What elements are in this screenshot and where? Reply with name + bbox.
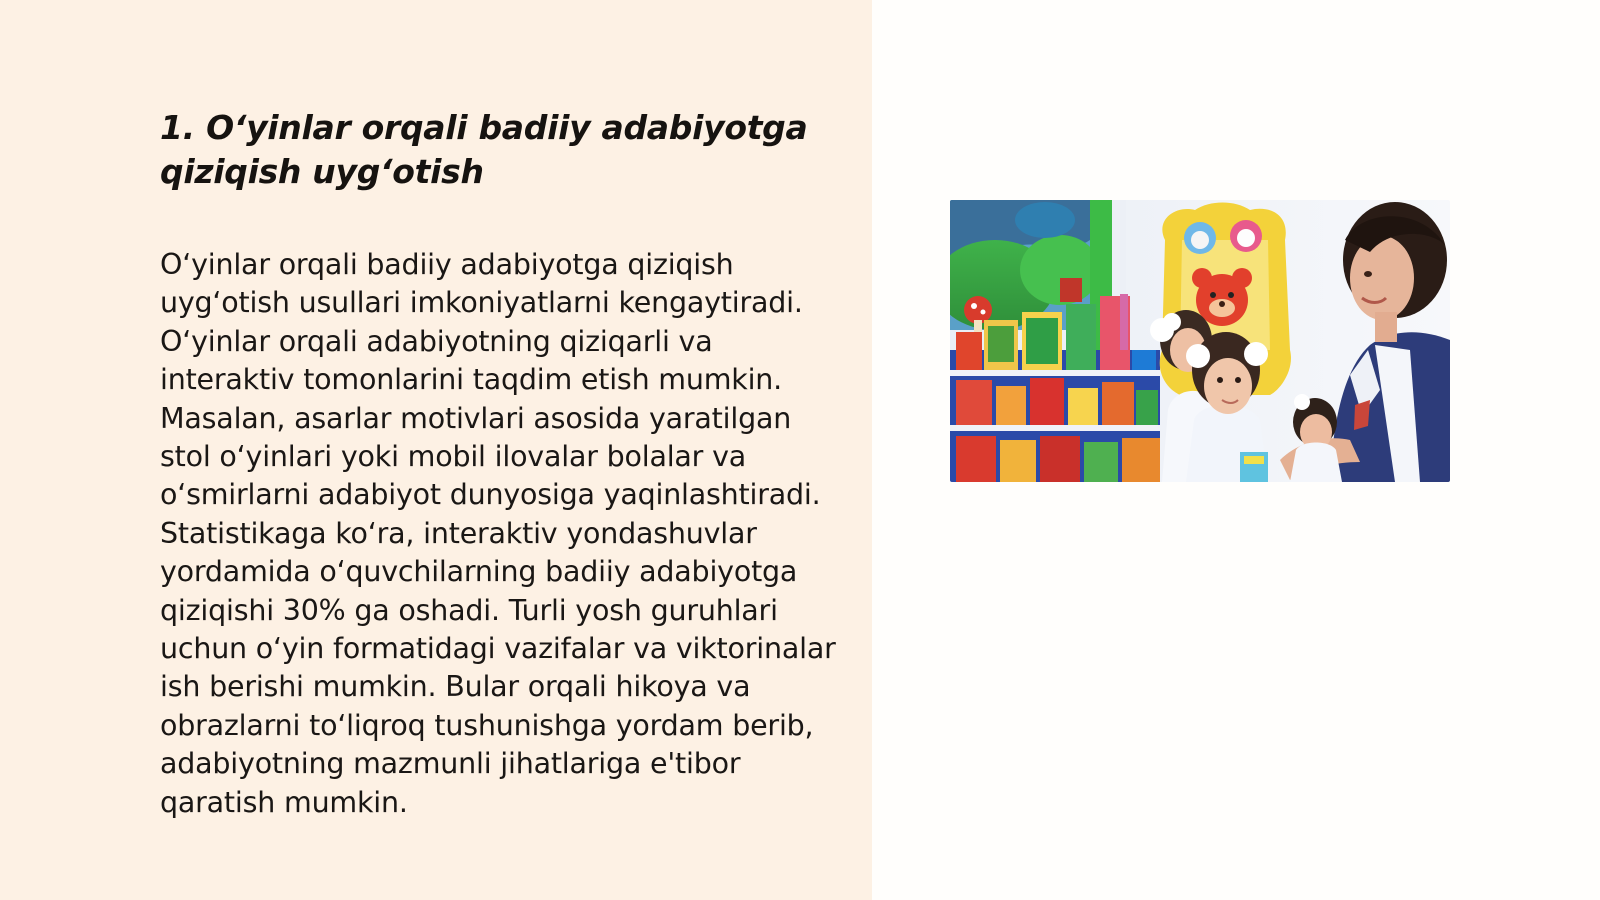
classroom-photo-illustration — [950, 200, 1450, 482]
slide-title: 1. O‘yinlar orqali badiiy adabiyotga qiziqish uyg‘otish — [160, 108, 808, 191]
classroom-photo — [950, 200, 1450, 482]
slide-body-text: O‘yinlar orqali badiiy adabiyotga qiziqish uyg‘otish usullari imkoniyatlarni kengaytiradi. O‘yinlar orqali adabiyotning qiziqarli va interaktiv tomonlarini taqdim etish mumkin. Masalan, asarlar motivlari asosida yaratilgan stol o‘yinlari yoki mobil ilovalar bolalar va o‘smirlarni adabiyot dunyosiga yaqinlashtiradi. Statistikaga ko‘ra, interaktiv yondashuvlar yordamida o‘quvchilarning badiiy adabiyotga qiziqishi 30% ga oshadi. Turli yosh guruhlari uchun o‘yin formatidagi vazifalar va viktorinalar ish berishi mumkin. Bular orqali hikoya va obrazlarni to‘liqroq tushunishga yordam berib, adabiyotning mazmunli jihatlariga e'tibor qaratish mumkin. — [160, 248, 836, 819]
